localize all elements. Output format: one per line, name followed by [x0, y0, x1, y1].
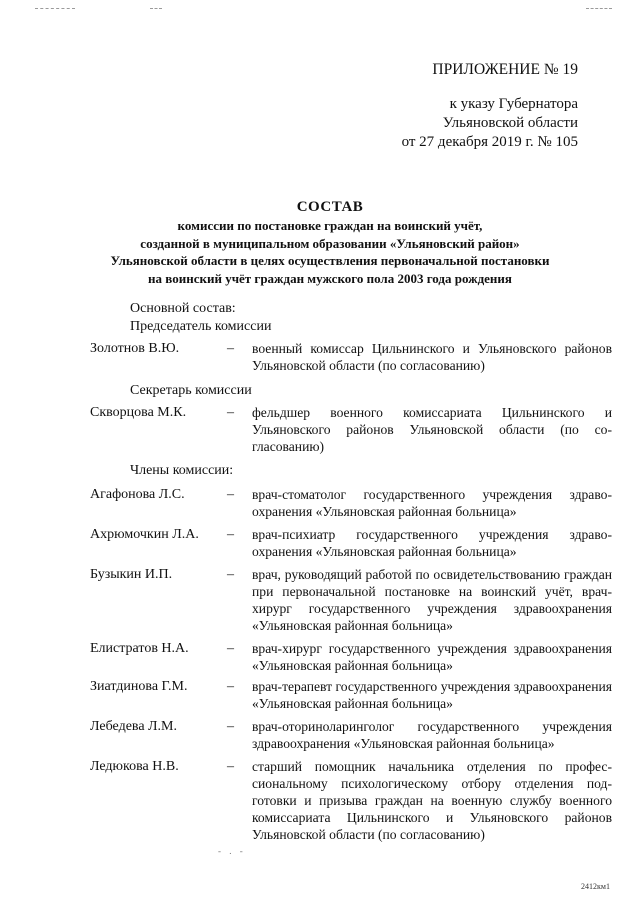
subtitle-line: на воинский учёт граждан мужского пола 2003 года рождения	[148, 270, 512, 286]
footer-marks: - . -	[218, 846, 246, 856]
member-name: Елистратов Н.А.	[90, 641, 189, 656]
subtitle-line: созданной в муниципальном образовании «Ульяновский район»	[140, 235, 520, 251]
document-title: СОСТАВ	[296, 199, 364, 215]
annex-decree-line: к указу Губернатора	[449, 96, 578, 112]
member-position: врач-терапевт государственного учреждения здравоохранения «Ульяновская районная больница»	[252, 679, 612, 711]
annex-date-line: от 27 декабря 2019 г. № 105	[401, 134, 578, 150]
member-name: Агафонова Л.С.	[90, 487, 185, 502]
dash-separator: –	[227, 641, 234, 656]
member-name: Ледюкова Н.В.	[90, 759, 179, 774]
member-position: фельдшер военного комиссариата Цильнинского и Ульяновского районов Ульяновской области (по согласованию)	[252, 405, 612, 454]
member-name: Зиатдинова Г.М.	[90, 679, 188, 694]
subtitle-line: комиссии по постановке граждан на воинский учёт,	[177, 218, 483, 233]
dash-separator: –	[227, 405, 234, 420]
dash-separator: –	[227, 487, 234, 502]
scan-artifact	[35, 8, 75, 9]
member-name: Лебедева Л.М.	[90, 719, 178, 734]
section-main-composition: Основной состав:	[130, 301, 236, 316]
dash-separator: –	[227, 719, 234, 734]
dash-separator: –	[227, 679, 234, 694]
member-position: старший помощник начальника отделения по профессиональному психологическому отбору отделения подготовки и призыва граждан на военную службу военного комиссариата Цильнинского и Ульяновского районов Ульяновской области (по согласованию)	[252, 759, 612, 842]
member-name: Золотнов В.Ю.	[90, 341, 180, 356]
member-position: врач-оториноларинголог государственного учреждения здравоохранения «Ульяновская районная больница»	[252, 719, 612, 751]
section-chairman: Председатель комиссии	[130, 319, 272, 334]
member-position: врач, руководящий работой по освидетельствованию граждан при первоначальной постановке на воинский учёт, врач-хирург государственного учреждения здравоохранения «Ульяновская районная больница»	[252, 567, 612, 633]
scan-artifact	[586, 8, 612, 9]
annex-region-line: Ульяновской области	[442, 115, 578, 131]
member-name: Ахрюмочкин Л.А.	[90, 527, 199, 542]
member-position: врач-хирург государственного учреждения здравоохранения «Ульяновская районная больница»	[252, 641, 612, 673]
annex-number: ПРИЛОЖЕНИЕ № 19	[432, 61, 578, 78]
member-name: Бузыкин И.П.	[90, 567, 173, 582]
scan-artifact	[150, 8, 162, 9]
member-name: Скворцова М.К.	[90, 405, 187, 420]
dash-separator: –	[227, 527, 234, 542]
dash-separator: –	[227, 759, 234, 774]
section-secretary: Секретарь комиссии	[130, 383, 252, 398]
member-position: врач-психиатр государственного учреждения здравоохранения «Ульяновская районная больница»	[252, 527, 612, 559]
document-subtitle	[80, 217, 580, 287]
member-position: военный комиссар Цильнинского и Ульяновского районов Ульяновской области (по согласованию)	[252, 341, 612, 373]
member-position: врач-стоматолог государственного учреждения здравоохранения «Ульяновская районная больница»	[252, 487, 612, 519]
section-members: Члены комиссии:	[130, 463, 234, 478]
document-code: 2412км1	[581, 882, 610, 891]
subtitle-line: Ульяновской области в целях осуществления первоначальной постановки	[110, 253, 550, 268]
dash-separator: –	[227, 567, 234, 582]
dash-separator: –	[227, 341, 234, 356]
